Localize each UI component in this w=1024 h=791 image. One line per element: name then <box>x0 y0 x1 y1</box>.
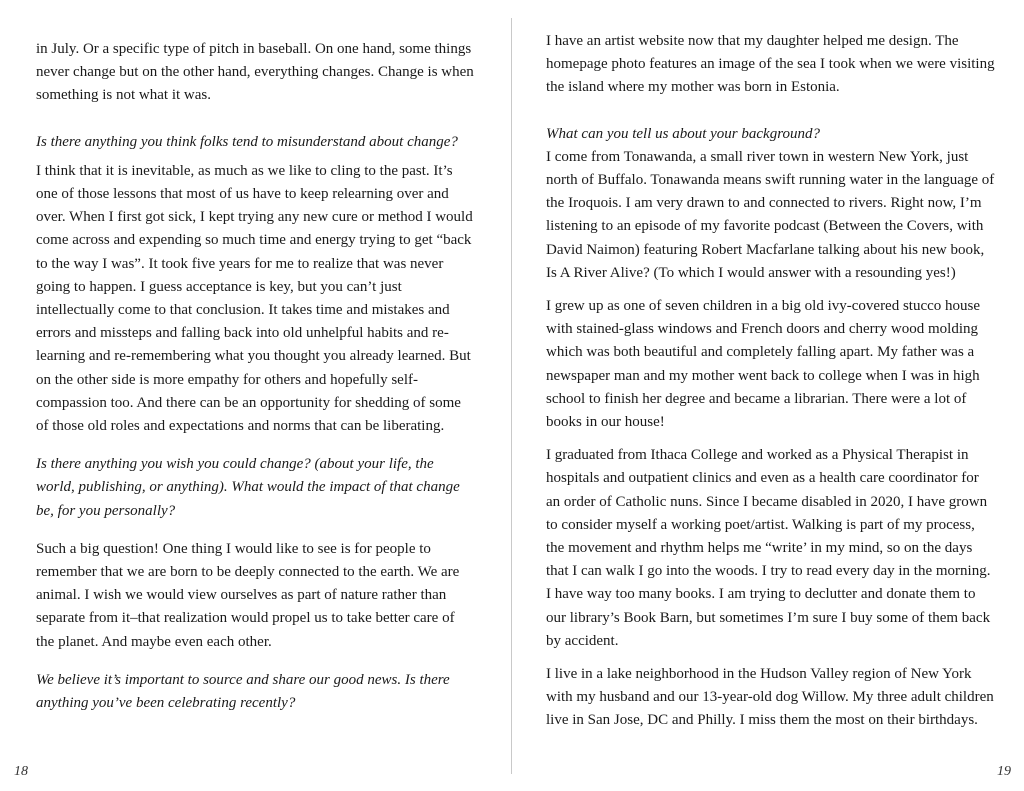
interview-question-misunderstand-change: Is there anything you think folks tend to misunderstand about change? <box>36 133 458 150</box>
page-number-left: 18 <box>14 764 28 779</box>
answer-paragraph-inevitable: I think that it is inevitable, as much as we like to cling to the past. It’s one of those lessons that most of us have to keep relearning over and over. When I first got sick, I kept trying any new cure or method I would come across and expending so much time and energy trying to get “back to the way I was”. It took five years for me to realize that was never going to happen. I guess acceptance is key, but you can’t just intellectually come to that conclusion. It takes time and mistakes and errors and missteps and falling back into old unhelpful habits and re-learning and re-remembering what you thought you already learned. But on the other side is more empathy for others and hopefully self-compassion too. And there can be an opportunity for shedding of some of those old roles and expectations and norms that can be liberating. <box>36 162 473 435</box>
left-page <box>0 0 511 791</box>
answer-paragraph-hudson-valley: I live in a lake neighborhood in the Hudson Valley region of New York with my husband and our 13-year-old dog Willow. My three adult children live in San Jose, DC and Philly. I miss them the most on their birthdays. <box>546 666 994 729</box>
answer-paragraph-big-question: Such a big question! One thing I would like to see is for people to remember that we are born to be deeply connected to the earth. We are animal. I wish we would view ourselves as part of nature rather than separate from it–that realization would propel us to take better care of the planet. And maybe even each other. <box>36 540 460 650</box>
page-number-right: 19 <box>997 764 1011 779</box>
answer-paragraph-tonawanda: I come from Tonawanda, a small river town in western New York, just north of Buffalo. Tonawanda means swift running water in the language of the Iroquois. I am very drawn to and connected to rivers. Right now, I’m listening to an episode of my favorite podcast (Between the Covers, with David Naimon) featuring Robert Macfarlane talking about his new book, Is A River Alive? (To which I would answer with a resounding yes!) <box>546 148 995 281</box>
right-page <box>512 0 1024 791</box>
answer-paragraph-grew-up: I grew up as one of seven children in a big old ivy-covered stucco house with stained-glass windows and French doors and cherry wood molding which was both beautiful and completely falling apart. My father was a newspaper man and my mother went back to college when I was in high school to finish her degree and became a librarian. There were a lot of books in our house! <box>546 298 981 431</box>
paragraph-continuation: in July. Or a specific type of pitch in baseball. On one hand, some things never change but on the other hand, everything changes. Change is when something is not what it was. <box>36 41 474 104</box>
answer-paragraph-ithaca: I graduated from Ithaca College and worked as a Physical Therapist in hospitals and outpatient clinics and even as a health care coordinator for an order of Catholic nuns. Since I became disabled in 2020, I have grown to consider myself a working poet/artist. Walking is part of my process, the movement and rhythm helps me “write’ in my mind, so on the days that I can walk I go into the woods. I try to read every day in the morning. I have way too many books. I am trying to declutter and donate them to our library’s Book Barn, but sometimes I’m sure I buy some of them back by accident. <box>546 447 991 649</box>
interview-question-good-news: We believe it’s important to source and share our good news. Is there anything you’ve been celebrating recently? <box>36 671 450 712</box>
answer-paragraph-artist-website: I have an artist website now that my daughter helped me design. The homepage photo features an image of the sea I took when we were visiting the island where my mother was born in Estonia. <box>546 33 995 96</box>
left-text-column <box>36 38 476 715</box>
interview-question-wish-change: Is there anything you wish you could change? (about your life, the world, publishing, or anything). What would the impact of that change be, for you personally? <box>36 456 460 519</box>
interview-question-background: What can you tell us about your background? <box>546 125 820 142</box>
right-text-column <box>546 30 996 733</box>
